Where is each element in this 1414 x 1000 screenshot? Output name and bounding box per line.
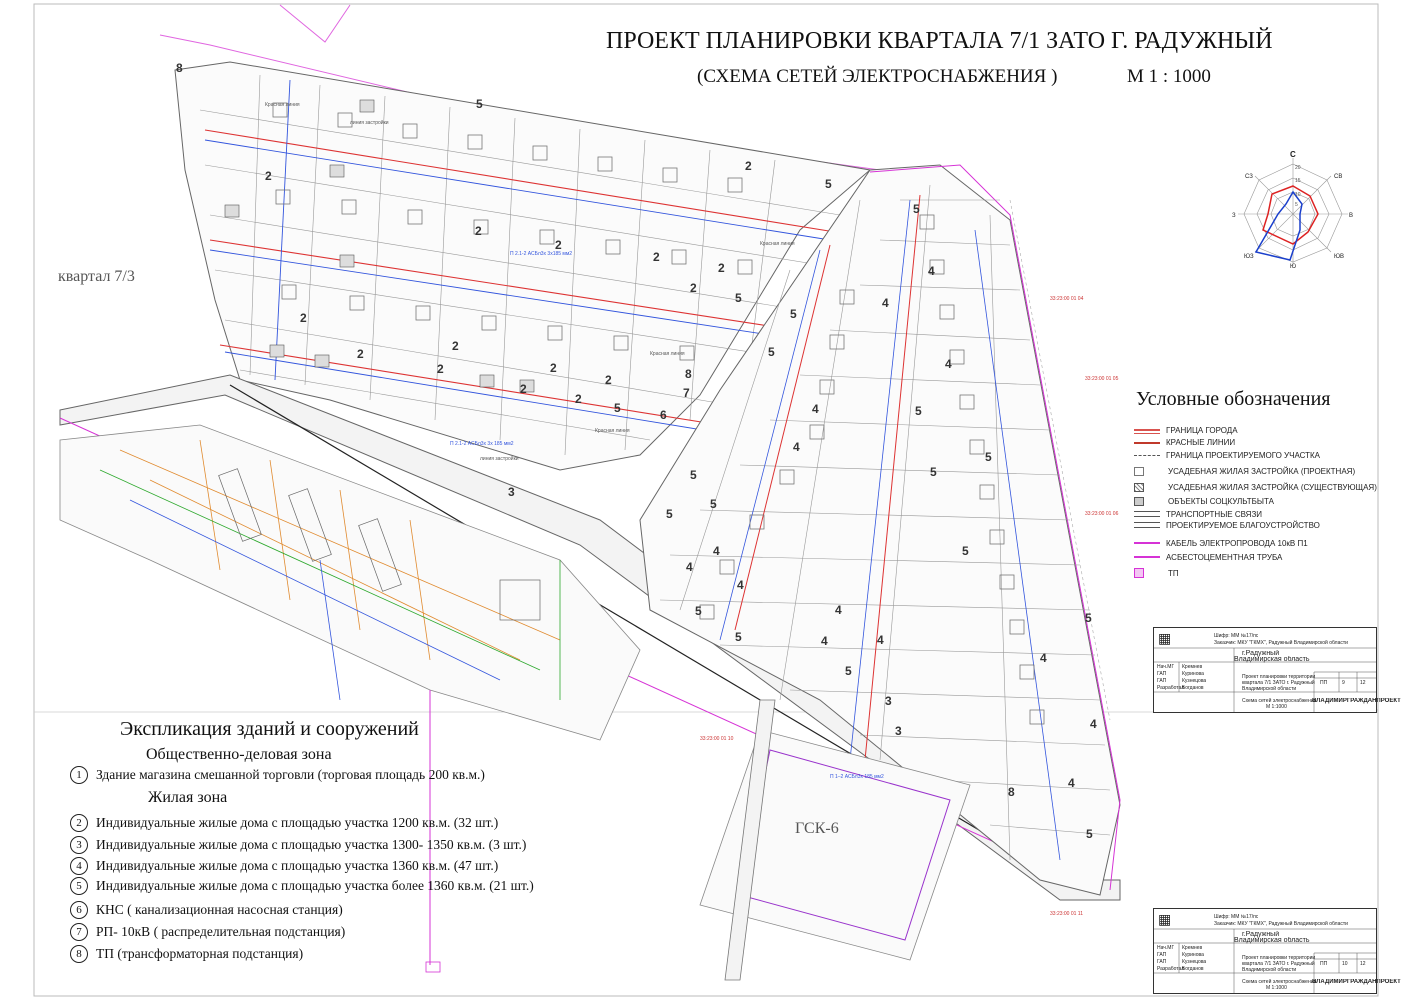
svg-text:3: 3 — [895, 724, 902, 738]
svg-text:5: 5 — [962, 544, 969, 558]
svg-text:33:23:00 01 10: 33:23:00 01 10 — [700, 736, 734, 742]
svg-text:П 1–2 АСБл3х 185 мм2: П 1–2 АСБл3х 185 мм2 — [830, 774, 884, 780]
legend-item — [1134, 550, 1282, 564]
wind-east: В — [1349, 213, 1354, 219]
legend-label: ПРОЕКТИРУЕМОЕ БЛАГОУСТРОЙСТВО — [1166, 520, 1320, 530]
stamp-sheet-title: Схема сетей электроснабжения — [1242, 698, 1317, 704]
explication-item — [70, 945, 303, 963]
legend-swatch — [1134, 497, 1144, 506]
title-block — [1153, 627, 1401, 713]
stamp-project: Проект планировки территории квартала 7/1 ЗАТО г. Радужный Владимирской области — [1242, 955, 1316, 973]
drawing-title: ПРОЕКТ ПЛАНИРОВКИ КВАРТАЛА 7/1 ЗАТО Г. РАДУЖНЫЙ — [606, 28, 1273, 54]
item-text: ТП (трансформаторная подстанция) — [96, 946, 304, 961]
explication-item — [70, 814, 498, 832]
legend-item — [1134, 494, 1274, 508]
svg-text:5: 5 — [1295, 202, 1298, 208]
legend-title: Условные обозначения — [1136, 388, 1331, 410]
svg-text:2: 2 — [718, 261, 725, 275]
item-text: Индивидуальные жилые дома с площадью участка 1200 кв.м. (32 шт.) — [96, 815, 499, 830]
svg-text:33:23:00 01 04: 33:23:00 01 04 — [1050, 296, 1084, 302]
stamp-role: ГАП — [1157, 671, 1167, 677]
legend-item — [1134, 566, 1179, 580]
svg-text:5: 5 — [690, 468, 697, 482]
legend-label: ТП — [1168, 568, 1179, 578]
wind-west: З — [1232, 213, 1236, 219]
svg-text:4: 4 — [1068, 776, 1075, 790]
item-text: Индивидуальные жилые дома с площадью участка более 1360 кв.м. (21 шт.) — [96, 878, 534, 893]
svg-text:5: 5 — [825, 177, 832, 191]
red-line-label: Красная линия — [265, 102, 300, 108]
svg-text:2: 2 — [605, 373, 612, 387]
svg-text:5: 5 — [614, 401, 621, 415]
item-number: 6 — [70, 901, 88, 919]
svg-text:15: 15 — [1295, 178, 1301, 184]
stamp-scale: М 1:1000 — [1266, 985, 1287, 991]
legend-label: КАБЕЛЬ ЭЛЕКТРОПРОВОДА 10кВ П1 — [1166, 538, 1308, 548]
stamp-role: ГАП — [1157, 959, 1167, 965]
svg-text:4: 4 — [793, 440, 800, 454]
stamp-sheet-title: Схема сетей электроснабжения — [1242, 979, 1317, 985]
svg-text:33:23:00 01 06: 33:23:00 01 06 — [1085, 511, 1119, 517]
legend-label: КРАСНЫЕ ЛИНИИ — [1166, 437, 1236, 447]
legend-label: ТРАНСПОРТНЫЕ СВЯЗИ — [1166, 509, 1263, 519]
stamp-role: Нач.МГ — [1157, 945, 1175, 951]
svg-text:4: 4 — [945, 357, 952, 371]
svg-text:П 2.1-2 АСБл3х 3х 185 мм2: П 2.1-2 АСБл3х 3х 185 мм2 — [450, 441, 514, 447]
item-number: 8 — [70, 945, 88, 963]
svg-text:2: 2 — [357, 347, 364, 361]
svg-text:2: 2 — [265, 169, 272, 183]
svg-text:Красная линия: Красная линия — [595, 428, 630, 434]
svg-text:4: 4 — [835, 603, 842, 617]
svg-text:5: 5 — [845, 664, 852, 678]
drawing-scale: М 1 : 1000 — [1127, 66, 1211, 87]
item-number: 7 — [70, 923, 88, 941]
stamp-role: ГАП — [1157, 952, 1167, 958]
legend-label: АСБЕСТОЦЕМЕНТНАЯ ТРУБА — [1166, 552, 1283, 562]
svg-text:5: 5 — [790, 307, 797, 321]
svg-text:2: 2 — [475, 224, 482, 238]
stamp-role: ГАП — [1157, 678, 1167, 684]
svg-text:2: 2 — [555, 238, 562, 252]
svg-text:8: 8 — [1008, 785, 1015, 799]
legend-swatch — [1134, 442, 1160, 444]
svg-text:4: 4 — [882, 296, 889, 310]
company-logo-icon: ▦ — [1158, 630, 1172, 646]
stamp-role: Разработал — [1157, 685, 1185, 691]
legend-label: ОБЪЕКТЫ СОЦКУЛЬТБЫТА — [1168, 496, 1274, 506]
svg-text:5: 5 — [735, 291, 742, 305]
svg-text:5: 5 — [985, 450, 992, 464]
title-block — [1153, 908, 1401, 994]
item-text: Здание магазина смешанной торговли (торговая площадь 200 кв.м.) — [96, 767, 485, 782]
item-text: Индивидуальные жилые дома с площадью участка 1300- 1350 кв.м. (3 шт.) — [96, 837, 527, 852]
item-number: 5 — [70, 877, 88, 895]
stamp-city: г.Радужный — [1242, 650, 1280, 657]
legend-item — [1134, 464, 1355, 478]
stamp-company: ВЛАДИМИРГРАЖДАНПРОЕКТ — [1312, 979, 1401, 985]
stamp-customer: Заказчик: МКУ "ГКМХ", Радужный Владимирской области — [1214, 640, 1348, 646]
svg-text:3: 3 — [885, 694, 892, 708]
svg-text:4: 4 — [812, 402, 819, 416]
legend-swatch — [1134, 511, 1160, 517]
svg-text:2: 2 — [300, 311, 307, 325]
legend-swatch — [1134, 568, 1144, 578]
svg-text:33:23:00 01 11: 33:23:00 01 11 — [1050, 911, 1083, 917]
svg-text:2: 2 — [690, 281, 697, 295]
svg-text:2: 2 — [550, 361, 557, 375]
stamp-scale: М 1:1000 — [1266, 704, 1287, 710]
svg-text:5: 5 — [735, 630, 742, 644]
svg-text:5: 5 — [915, 404, 922, 418]
svg-text:6: 6 — [660, 408, 667, 422]
legend-label: УСАДЕБНАЯ ЖИЛАЯ ЗАСТРОЙКА (СУЩЕСТВУЮЩАЯ) — [1168, 482, 1377, 492]
svg-text:4: 4 — [877, 633, 884, 647]
building-line-label: линия застройки — [350, 120, 389, 126]
svg-text:4: 4 — [821, 634, 828, 648]
neighbor-quarter-label: квартал 7/3 — [58, 268, 135, 285]
explication-item — [70, 766, 485, 784]
zone-residential-heading: Жилая зона — [148, 789, 228, 806]
legend-item — [1134, 480, 1377, 494]
svg-text:4: 4 — [737, 578, 744, 592]
svg-text:3: 3 — [508, 485, 515, 499]
stamp-sheet: 9 — [1342, 680, 1345, 686]
legend-swatch — [1134, 556, 1160, 558]
stamp-code: Шифр: ММ №17/пс — [1214, 914, 1259, 920]
stamp-name: Кузнецова — [1182, 959, 1207, 965]
wind-nw: СЗ — [1245, 174, 1253, 180]
wind-sw: ЮЗ — [1244, 254, 1254, 260]
svg-text:П 2.1-2 АСБл3х 3х185 мм2: П 2.1-2 АСБл3х 3х185 мм2 — [510, 251, 573, 257]
stamp-name: Богданов — [1182, 685, 1204, 691]
stamp-name: Куринова — [1182, 671, 1204, 677]
item-text: КНС ( канализационная насосная станция) — [96, 902, 343, 917]
zone-public-heading: Общественно-деловая зона — [146, 746, 332, 763]
legend-label: ГРАНИЦА ПРОЕКТИРУЕМОГО УЧАСТКА — [1166, 450, 1320, 460]
svg-text:5: 5 — [666, 507, 673, 521]
stamp-role: Разработал — [1157, 966, 1185, 972]
stamp-city: г.Радужный — [1242, 931, 1280, 938]
stamp-customer: Заказчик: МКУ "ГКМХ", Радужный Владимирской области — [1214, 921, 1348, 927]
explication-item — [70, 923, 345, 941]
svg-text:8: 8 — [685, 367, 692, 381]
svg-text:20: 20 — [1295, 165, 1301, 171]
legend-swatch — [1134, 542, 1160, 544]
wind-north: С — [1290, 150, 1296, 159]
drawing-subtitle: (СХЕМА СЕТЕЙ ЭЛЕКТРОСНАБЖЕНИЯ ) — [697, 66, 1058, 87]
svg-text:2: 2 — [745, 159, 752, 173]
svg-text:5: 5 — [710, 497, 717, 511]
wind-ne: СВ — [1334, 174, 1343, 180]
svg-text:33:23:00 01 05: 33:23:00 01 05 — [1085, 376, 1119, 382]
svg-text:4: 4 — [928, 264, 935, 278]
svg-text:2: 2 — [575, 392, 582, 406]
legend-label: УСАДЕБНАЯ ЖИЛАЯ ЗАСТРОЙКА (ПРОЕКТНАЯ) — [1168, 466, 1356, 476]
svg-text:8: 8 — [176, 61, 183, 75]
stamp-stage: ПП — [1320, 961, 1328, 967]
stamp-code: Шифр: ММ №17/пс — [1214, 633, 1259, 639]
svg-text:5: 5 — [930, 465, 937, 479]
stamp-company: ВЛАДИМИРГРАЖДАНПРОЕКТ — [1312, 698, 1401, 704]
stamp-sheets: 12 — [1360, 680, 1366, 686]
legend-swatch — [1134, 483, 1144, 492]
legend-swatch — [1134, 429, 1160, 434]
stamp-name: Куринова — [1182, 952, 1204, 958]
company-logo-icon: ▦ — [1158, 911, 1172, 927]
legend-swatch — [1134, 522, 1160, 528]
svg-text:10: 10 — [1295, 192, 1301, 198]
svg-text:5: 5 — [1086, 827, 1093, 841]
wind-rose — [1228, 148, 1358, 268]
stamp-stage: ПП — [1320, 680, 1328, 686]
stamp-name: Кремнев — [1182, 664, 1203, 670]
item-number: 1 — [70, 766, 88, 784]
svg-text:2: 2 — [437, 362, 444, 376]
svg-text:Красная линия: Красная линия — [760, 241, 795, 247]
item-number: 2 — [70, 814, 88, 832]
stamp-project: Проект планировки территории квартала 7/1 ЗАТО г. Радужный Владимирской области — [1242, 674, 1316, 692]
svg-text:Красная линия: Красная линия — [650, 351, 685, 357]
stamp-region: Владимирская область — [1234, 656, 1310, 663]
svg-text:2: 2 — [520, 382, 527, 396]
stamp-name: Кузнецова — [1182, 678, 1207, 684]
stamp-region: Владимирская область — [1234, 937, 1310, 944]
item-text: Индивидуальные жилые дома с площадью участка 1360 кв.м. (47 шт.) — [96, 858, 499, 873]
explication-title: Экспликация зданий и сооружений — [120, 718, 419, 740]
svg-text:7: 7 — [683, 386, 690, 400]
item-number: 3 — [70, 836, 88, 854]
svg-text:5: 5 — [768, 345, 775, 359]
svg-text:4: 4 — [686, 560, 693, 574]
legend-label: ГРАНИЦА ГОРОДА — [1166, 425, 1238, 435]
explication-item — [70, 836, 526, 854]
wind-se: ЮВ — [1334, 254, 1345, 260]
svg-text:линия застройки: линия застройки — [480, 456, 519, 462]
stamp-sheets: 12 — [1360, 961, 1366, 967]
legend-swatch — [1134, 467, 1144, 476]
item-number: 4 — [70, 857, 88, 875]
svg-text:4: 4 — [1090, 717, 1097, 731]
explication-item — [70, 877, 534, 895]
legend-item — [1134, 518, 1320, 532]
svg-text:5: 5 — [1085, 611, 1092, 625]
legend-item — [1134, 536, 1308, 550]
wind-south: Ю — [1290, 264, 1297, 268]
stamp-name: Богданов — [1182, 966, 1204, 972]
svg-text:5: 5 — [695, 604, 702, 618]
stamp-role: Нач.МГ — [1157, 664, 1175, 670]
svg-text:5: 5 — [913, 202, 920, 216]
legend-item — [1134, 435, 1235, 449]
svg-text:2: 2 — [452, 339, 459, 353]
svg-text:2: 2 — [653, 250, 660, 264]
svg-text:5: 5 — [476, 97, 483, 111]
stamp-name: Кремнев — [1182, 945, 1203, 951]
svg-text:4: 4 — [713, 544, 720, 558]
legend-swatch — [1134, 455, 1160, 456]
legend-item — [1134, 448, 1320, 462]
stamp-sheet: 10 — [1342, 961, 1348, 967]
svg-text:4: 4 — [1040, 651, 1047, 665]
item-text: РП- 10кВ ( распределительная подстанция) — [96, 924, 346, 939]
explication-item — [70, 857, 498, 875]
gsk-label: ГСК-6 — [795, 820, 839, 837]
explication-item — [70, 901, 343, 919]
